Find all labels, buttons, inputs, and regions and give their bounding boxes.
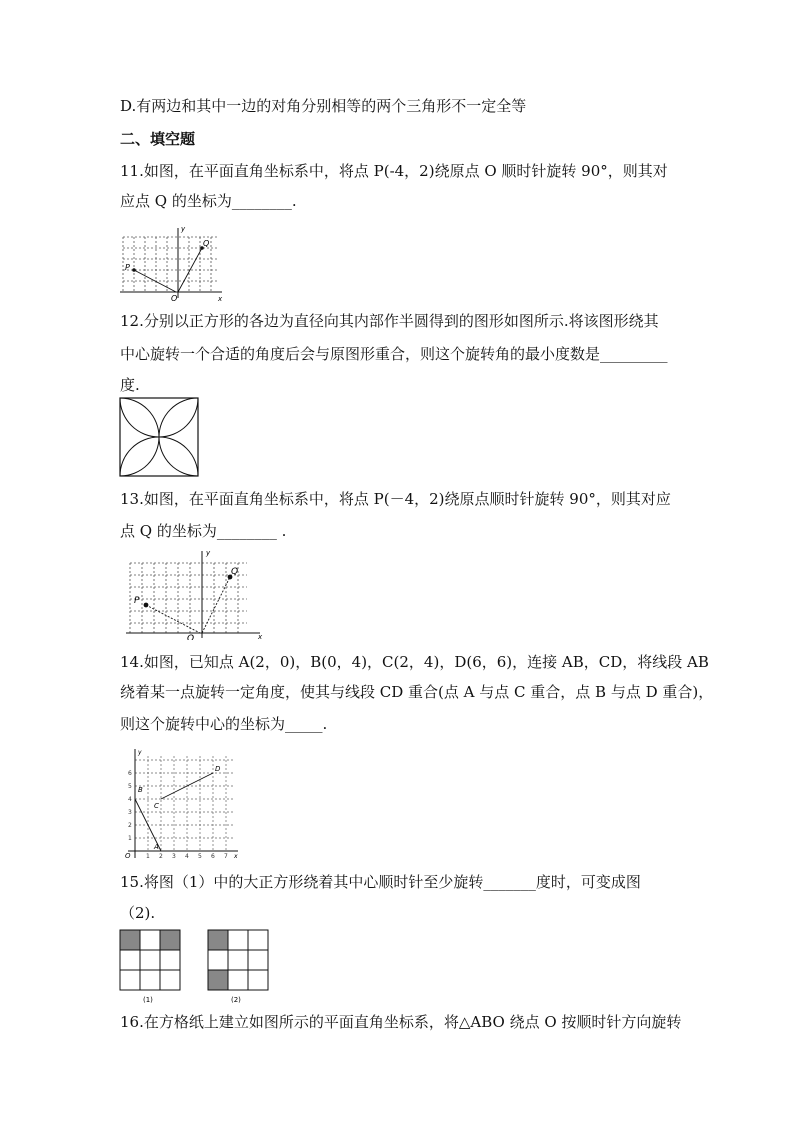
q15-text-1: 15.将图（1）中的大正方形绕着其中心顺时针至少旋转_______度时，可变成图 — [120, 873, 641, 891]
q16-text-1: 16.在方格纸上建立如图所示的平面直角坐标系，将△ABO 绕点 O 按顺时针方向旋转 — [120, 1013, 682, 1031]
q14-text-1: 14.如图，已知点 A(2，0)，B(0，4)，C(2，4)，D(6，6)，连接 AB，CD，将线段 AB — [120, 653, 709, 671]
option-d-text: D.有两边和其中一边的对角分别相等的两个三角形不一定全等 — [120, 97, 527, 115]
x-tick-label: 3 — [172, 853, 176, 860]
x-tick-label: 7 — [224, 853, 228, 860]
q12-text-3: 度. — [120, 376, 140, 394]
q12-text-1: 12.分别以正方形的各边为直径向其内部作半圆得到的图形如图所示.将该图形绕其 — [120, 312, 659, 330]
x-axis-label: x — [218, 295, 223, 302]
q11-coordinate-figure — [118, 222, 228, 302]
y-tick-label: 2 — [128, 822, 132, 829]
origin-label: O — [125, 852, 131, 860]
point-a-label: A — [154, 843, 159, 851]
y-axis-label: y — [138, 749, 142, 756]
y-tick-label: 1 — [128, 835, 132, 842]
point-c-label: C — [154, 802, 159, 810]
x-tick-label: 2 — [159, 853, 163, 860]
point-p-label: P — [134, 596, 140, 606]
y-axis-label: y — [206, 549, 211, 557]
q13-text-1: 13.如图，在平面直角坐标系中，将点 P(－4，2)绕原点顺时针旋转 90°，则其对应 — [120, 490, 671, 508]
figure-1-caption: (1) — [143, 996, 153, 1004]
x-tick-label: 1 — [146, 853, 150, 860]
grid-figure-2 — [208, 930, 268, 990]
y-tick-label: 4 — [128, 796, 132, 803]
y-tick-label: 3 — [128, 809, 132, 816]
grid-figure-1 — [120, 930, 180, 990]
origin-label: O — [171, 294, 178, 302]
q15-text-2: （2). — [120, 904, 156, 922]
q14-text-3: 则这个旋转中心的坐标为_____. — [120, 715, 328, 733]
point-q-label: Q — [203, 239, 210, 248]
y-axis-label: y — [181, 225, 186, 233]
q11-text-2: 应点 Q 的坐标为________. — [120, 192, 297, 210]
x-axis-label: x — [258, 633, 263, 640]
q14-text-2: 绕着某一点旋转一定角度，使其与线段 CD 重合(点 A 与点 C 重合，点 B 与点 D 重合)， — [120, 683, 714, 701]
q12-text-2: 中心旋转一个合适的角度后会与原图形重合，则这个旋转角的最小度数是_________ — [120, 345, 668, 363]
y-tick-label: 6 — [128, 770, 132, 777]
figure-2-caption: (2) — [231, 996, 241, 1004]
q12-square-semicircles-figure — [119, 397, 199, 477]
q11-text-1: 11.如图，在平面直角坐标系中，将点 P(-4，2)绕原点 O 顺时针旋转 90°，则其对 — [120, 162, 668, 180]
q14-coordinate-figure — [118, 746, 240, 860]
q13-coordinate-figure — [122, 545, 267, 640]
q13-text-2: 点 Q 的坐标为________ . — [120, 522, 287, 540]
point-d-label: D — [215, 765, 221, 773]
x-tick-label: 5 — [198, 853, 202, 860]
x-tick-label: 6 — [211, 853, 215, 860]
point-p-label: P — [125, 263, 130, 272]
origin-label: O — [187, 634, 195, 640]
point-b-label: B — [138, 786, 143, 794]
point-q-label: Q — [231, 567, 239, 577]
y-tick-label: 5 — [128, 783, 132, 790]
q15-grid-squares-figure — [119, 929, 274, 1005]
x-axis-label: x — [234, 853, 238, 860]
x-tick-label: 4 — [185, 853, 189, 860]
section-title: 二、填空题 — [120, 130, 196, 148]
